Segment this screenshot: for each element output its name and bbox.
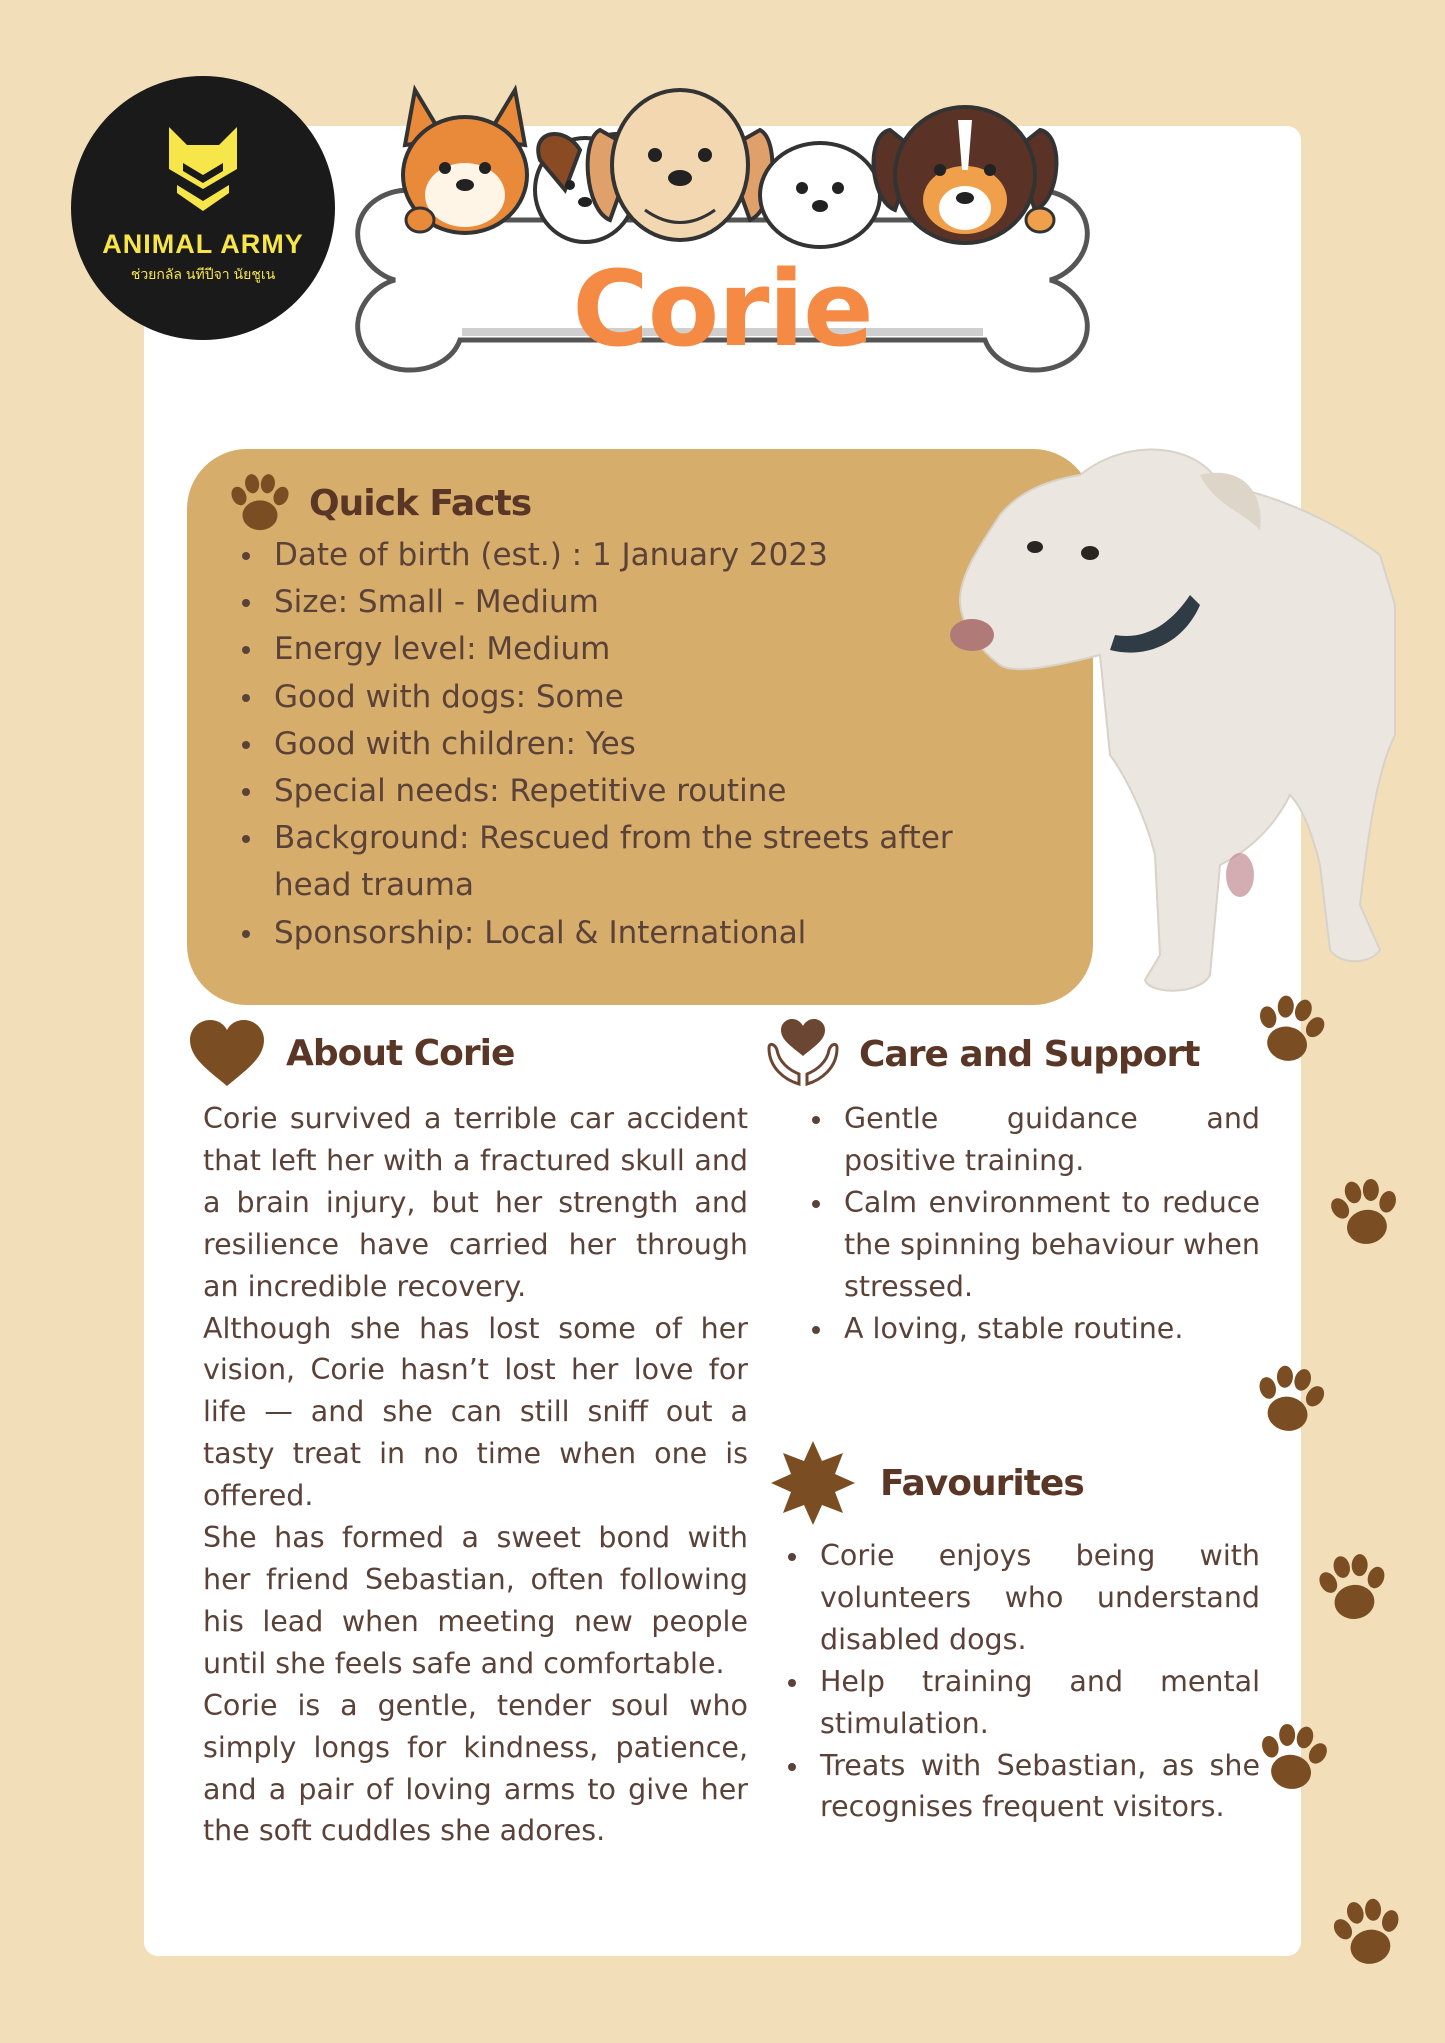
fact-item: Sponsorship: Local & International: [240, 910, 960, 957]
favourite-item: Help training and mental stimulation.: [786, 1661, 1260, 1745]
care-item: Gentle guidance and positive training.: [810, 1098, 1260, 1182]
dog-photo: [900, 435, 1400, 1000]
about-paragraph: Corie survived a terrible car accident that left her with a fractured skull and a brain injury, but her strength and resilience have carried her through an incredible recovery.: [203, 1102, 748, 1303]
about-paragraph: She has formed a sweet bond with her friend Sebastian, often following his lead when meeting new people until she feels safe and comfortable.: [203, 1521, 748, 1680]
heart-hands-icon: [765, 1018, 841, 1090]
animal-army-logo: [71, 76, 335, 340]
favourites-heading: Favourites: [880, 1462, 1084, 1504]
dog-name-title: Corie: [572, 248, 873, 370]
paw-icon: [1245, 1355, 1335, 1445]
paw-icon: [225, 468, 295, 538]
paw-icon: [1323, 1888, 1413, 1978]
logo-subtitle: ช่วยกลัล นทีปีจา นัยชูเน: [130, 265, 276, 282]
about-text: [203, 1098, 748, 1852]
fact-item: Good with dogs: Some: [240, 674, 960, 721]
care-list: [810, 1098, 1260, 1349]
cat-logo-icon: [163, 123, 243, 219]
favourites-list: [786, 1535, 1260, 1828]
logo-title: ANIMAL ARMY: [102, 228, 304, 259]
fact-item: Special needs: Repetitive routine: [240, 768, 960, 815]
about-paragraph: Corie is a gentle, tender soul who simply longs for kindness, patience, and a pair of loving arms to give her the soft cuddles she adores.: [203, 1688, 748, 1848]
white-fluffy-dog-icon: [760, 143, 880, 247]
shiba-dog-icon: [403, 90, 527, 233]
favourites-header: [770, 1440, 1084, 1526]
care-item: Calm environment to reduce the spinning behaviour when stressed.: [810, 1182, 1260, 1308]
favourite-item: Corie enjoys being with volunteers who understand disabled dogs.: [786, 1535, 1260, 1661]
fact-item: Date of birth (est.) : 1 January 2023: [240, 532, 960, 579]
about-heading: About Corie: [286, 1032, 515, 1074]
fact-item: Energy level: Medium: [240, 626, 960, 673]
fact-item: Size: Small - Medium: [240, 579, 960, 626]
paw-icon: [1245, 985, 1335, 1075]
fact-item: Good with children: Yes: [240, 721, 960, 768]
quick-facts-list: [240, 532, 960, 957]
about-header: [188, 1018, 514, 1088]
paw-icon: [1248, 1713, 1338, 1803]
care-item: A loving, stable routine.: [810, 1308, 1260, 1350]
quick-facts-header: [225, 468, 531, 538]
care-header: [765, 1018, 1199, 1090]
fact-item: Background: Rescued from the streets after head trauma: [240, 815, 960, 909]
quick-facts-heading: Quick Facts: [309, 482, 532, 524]
care-heading: Care and Support: [859, 1033, 1200, 1075]
favourite-item: Treats with Sebastian, as she recognises frequent visitors.: [786, 1745, 1260, 1829]
about-paragraph: Although she has lost some of her vision, Corie hasn’t lost her love for life — and she can still sniff out a tasty treat in no time when one is offered.: [203, 1311, 748, 1513]
heart-icon: [188, 1018, 266, 1088]
star-icon: [770, 1440, 856, 1526]
paw-icon: [1308, 1543, 1398, 1633]
paw-icon: [1320, 1168, 1410, 1258]
